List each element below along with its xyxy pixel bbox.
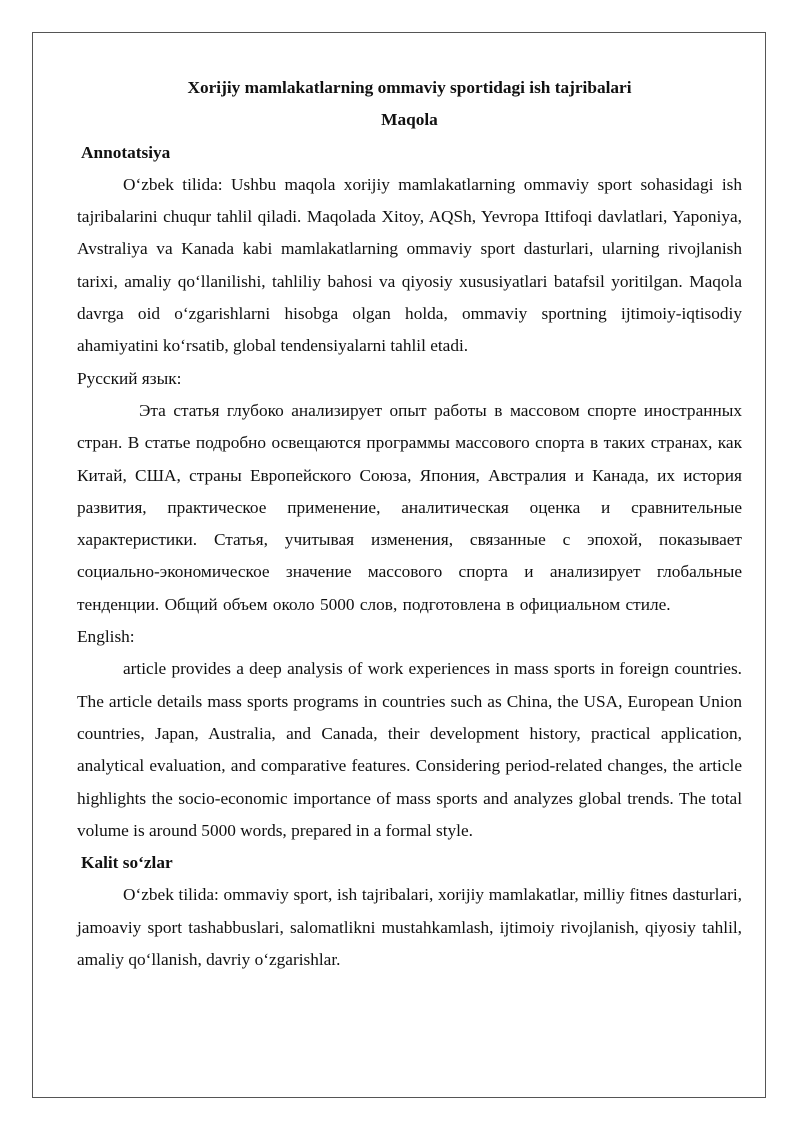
ru-label: Русский язык: (77, 368, 182, 388)
en-label: English: (77, 627, 135, 647)
keywords-paragraph: O‘zbek tilida: ommaviy sport, ish tajribalari, xorijiy mamlakatlar, milliy fitnes dasturlari, jamoaviy sport tashabbuslari, salomatlikni mustahkamlash, ijtimoiy rivojlanish, qiyosiy tahlil, amaliy qo‘llanish, davriy o‘zgarishlar. (77, 885, 742, 970)
uz-annotation-paragraph: O‘zbek tilida: Ushbu maqola xorijiy mamlakatlarning ommaviy sport sohasidagi ish tajribalarini chuqur tahlil qiladi. Maqolada Xitoy, AQSh, Yevropa Ittifoqi davlatlari, Yaponiya, Avstraliya va Kanada kabi mamlakatlarning ommaviy sport dasturlari, ularning rivojlanish tarixi, amaliy qo‘llanilishi, tahliliy bahosi va qiyosiy xususiyatlari batafsil yoritilgan. Maqola davrga oid o‘zgarishlarni hisobga olgan holda, ommaviy sportning ijtimoiy-iqtisodiy ahamiyatini ko‘rsatib, global tendensiyalarni tahlil etadi. (77, 174, 742, 356)
document-subtitle: Maqola (381, 110, 438, 130)
annotation-heading: Annotatsiya (81, 142, 171, 162)
document-title: Xorijiy mamlakatlarning ommaviy sportidagi ish tajribalari (187, 78, 632, 97)
ru-annotation-paragraph: Эта статья глубоко анализирует опыт работы в массовом спорте иностранных стран. В статье подробно освещаются программы массового спорта в таких странах, как Китай, США, страны Европейского Союза, Япония, Австралия и Канада, их история развития, практическое применение, аналитическая оценка и сравнительные характеристики. Статья, учитывая изменения, связанные с эпохой, показывает социально-экономическое значение массового спорта и анализирует глобальные тенденции. Общий объем около 5000 слов, подготовлена в официальном стиле. (77, 400, 742, 614)
document-body (77, 72, 742, 976)
keywords-heading: Kalit so‘zlar (81, 853, 173, 873)
en-annotation-paragraph: article provides a deep analysis of work experiences in mass sports in foreign countries. The article details mass sports programs in countries such as China, the USA, European Union countries, Japan, Australia, and Canada, their development history, practical application, analytical evaluation, and comparative features. Considering period-related changes, the article highlights the socio-economic importance of mass sports and analyzes global trends. The total volume is around 5000 words, prepared in a formal style. (77, 659, 742, 840)
